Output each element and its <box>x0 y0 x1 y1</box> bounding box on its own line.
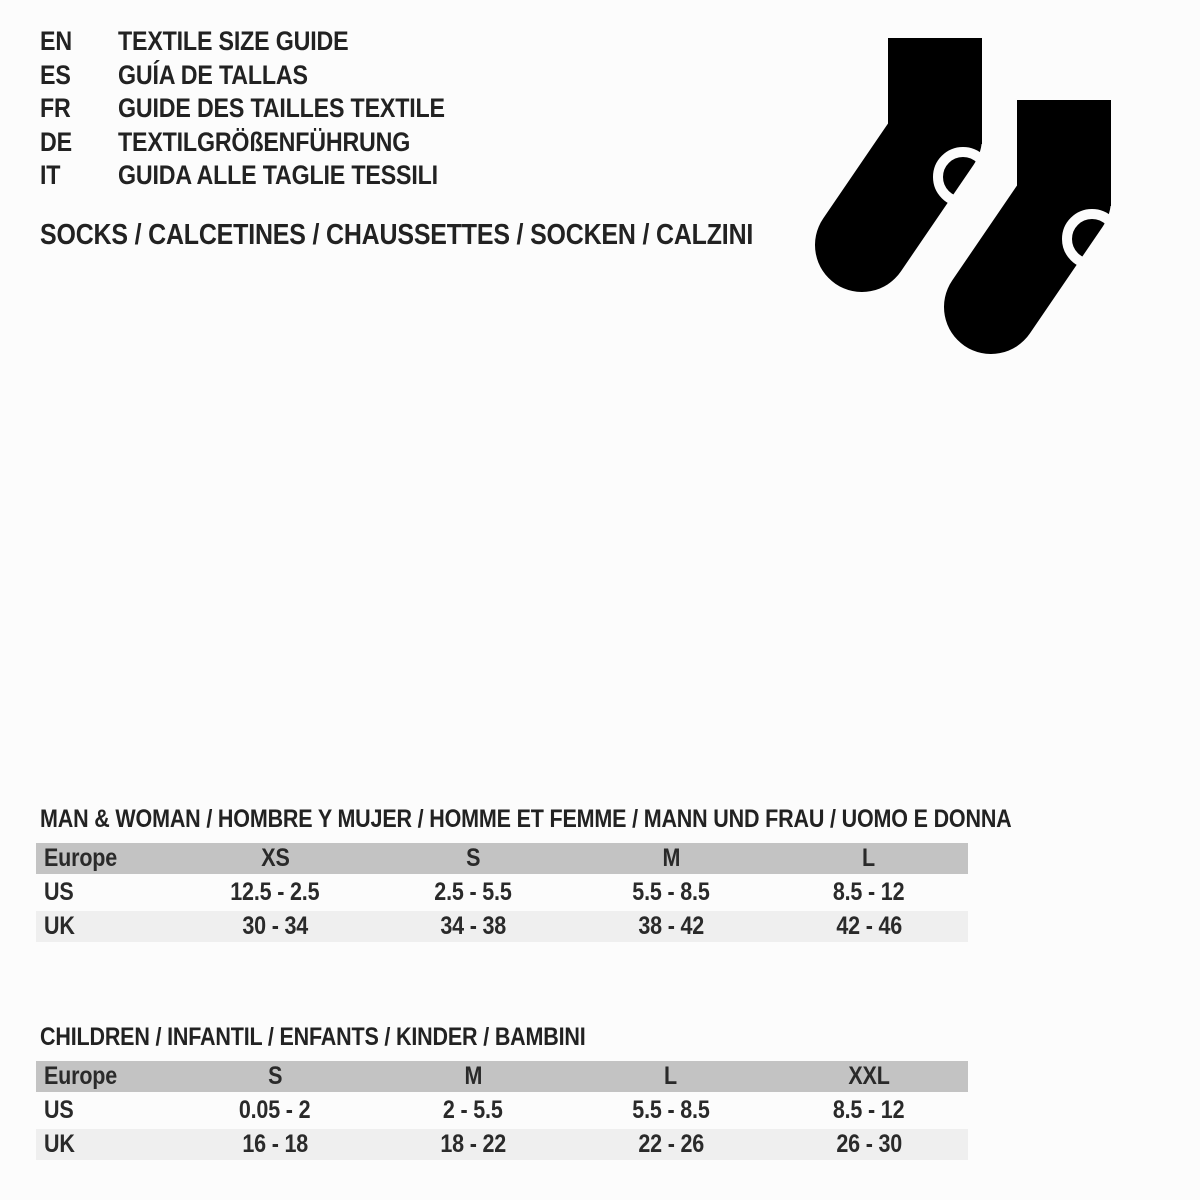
row-label: US <box>44 1096 74 1124</box>
sock-right <box>991 100 1115 307</box>
size-table-man-woman <box>36 840 968 945</box>
size-value: 22 - 26 <box>638 1130 704 1158</box>
column-header: Europe <box>44 1062 118 1090</box>
language-code: EN <box>40 26 72 56</box>
row-label: US <box>44 878 74 906</box>
language-title: TEXTILE SIZE GUIDE <box>118 26 349 56</box>
column-header: L <box>664 1062 678 1090</box>
language-row <box>40 159 498 193</box>
language-title: GUÍA DE TALLAS <box>118 59 308 90</box>
column-header: Europe <box>44 844 118 872</box>
size-table-section-children <box>36 1024 968 1163</box>
column-header: M <box>464 1062 482 1090</box>
size-value: 26 - 30 <box>836 1130 902 1158</box>
column-header: XXL <box>848 1062 890 1090</box>
table-header-row <box>36 1061 968 1092</box>
language-code: DE <box>40 126 72 157</box>
size-value: 38 - 42 <box>638 912 704 940</box>
table-row-us <box>36 1095 968 1126</box>
size-value: 8.5 - 12 <box>833 1096 905 1124</box>
table-header-row <box>36 843 968 874</box>
category-heading-text: SOCKS / CALCETINES / CHAUSSETTES / SOCKEN / CALZINI <box>40 219 754 251</box>
language-row <box>40 126 498 160</box>
table-row-uk <box>36 911 968 942</box>
language-row <box>40 59 498 93</box>
size-value: 2 - 5.5 <box>443 1096 503 1124</box>
sock-left <box>862 38 988 245</box>
language-title: GUIDA ALLE TAGLIE TESSILI <box>118 160 438 190</box>
language-title-list <box>40 25 498 193</box>
column-header: XS <box>260 844 290 872</box>
size-value: 12.5 - 2.5 <box>230 878 320 906</box>
size-value: 18 - 22 <box>440 1130 506 1158</box>
column-header: S <box>267 1062 283 1090</box>
language-code: IT <box>40 160 61 190</box>
table-row-uk <box>36 1129 968 1160</box>
language-row <box>40 92 498 126</box>
size-value: 8.5 - 12 <box>833 878 905 906</box>
table-row-us <box>36 877 968 908</box>
column-header: M <box>662 844 680 872</box>
socks-icon <box>815 30 1115 360</box>
size-value: 0.05 - 2 <box>239 1096 311 1124</box>
size-value: 5.5 - 8.5 <box>632 878 710 906</box>
row-label: UK <box>44 912 75 940</box>
language-row <box>40 25 498 59</box>
row-label: UK <box>44 1130 75 1158</box>
size-value: 16 - 18 <box>242 1130 308 1158</box>
table-title: MAN & WOMAN / HOMBRE Y MUJER / HOMME ET FEMME / MANN UND FRAU / UOMO E DONNA <box>40 805 1012 833</box>
column-header: L <box>862 844 876 872</box>
size-value: 2.5 - 5.5 <box>434 878 512 906</box>
language-code: ES <box>40 59 71 90</box>
language-title: TEXTILGRÖßENFÜHRUNG <box>118 126 411 157</box>
language-title: GUIDE DES TAILLES TEXTILE <box>118 93 445 123</box>
size-value: 34 - 38 <box>440 912 506 940</box>
size-value: 30 - 34 <box>242 912 308 940</box>
table-title: CHILDREN / INFANTIL / ENFANTS / KINDER / BAMBINI <box>40 1023 586 1051</box>
column-header: S <box>465 844 481 872</box>
size-value: 42 - 46 <box>836 912 902 940</box>
socks-icon-svg <box>815 30 1115 360</box>
category-heading <box>40 220 869 250</box>
size-value: 5.5 - 8.5 <box>632 1096 710 1124</box>
language-code: FR <box>40 93 71 123</box>
size-table-section-man-woman <box>36 805 1012 945</box>
size-table-children <box>36 1058 968 1163</box>
